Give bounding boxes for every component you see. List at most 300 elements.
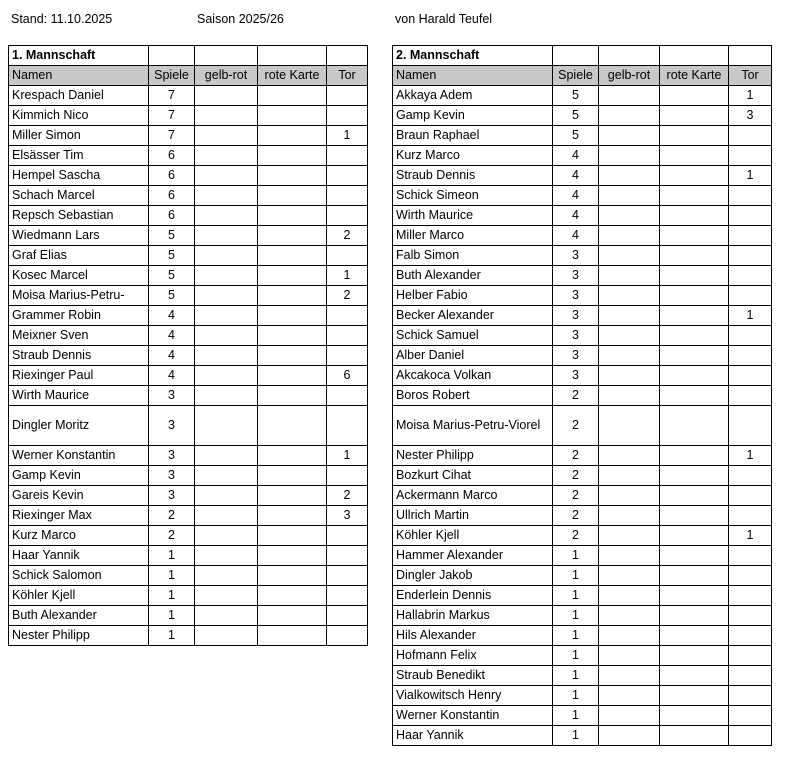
rote-karte-cell: [660, 106, 729, 126]
team2-title: 2. Mannschaft: [393, 46, 553, 66]
gelb-rot-cell: [195, 486, 258, 506]
gelb-rot-cell: [599, 406, 660, 446]
column-header-spiele: Spiele: [553, 66, 599, 86]
player-name: Werner Konstantin: [393, 706, 553, 726]
table-row: [393, 366, 772, 386]
spiele-cell: 6: [149, 146, 195, 166]
tor-cell: [729, 366, 772, 386]
player-name: Boros Robert: [393, 386, 553, 406]
rote-karte-cell: [258, 126, 327, 146]
spiele-cell: 5: [149, 246, 195, 266]
tor-cell: [327, 566, 368, 586]
rote-karte-cell: [660, 206, 729, 226]
table-row: [9, 566, 368, 586]
tor-cell: [729, 266, 772, 286]
tor-cell: [729, 646, 772, 666]
rote-karte-cell: [660, 566, 729, 586]
rote-karte-cell: [258, 586, 327, 606]
rote-karte-cell: [258, 306, 327, 326]
player-name: Kosec Marcel: [9, 266, 149, 286]
spiele-cell: 2: [553, 446, 599, 466]
tor-cell: [327, 546, 368, 566]
player-name: Miller Simon: [9, 126, 149, 146]
player-name: Moisa Marius-Petru-: [9, 286, 149, 306]
gelb-rot-cell: [195, 406, 258, 446]
rote-karte-cell: [258, 326, 327, 346]
table-row: [9, 606, 368, 626]
spiele-cell: 1: [553, 546, 599, 566]
rote-karte-cell: [258, 606, 327, 626]
team1-title-row: [9, 46, 368, 66]
spiele-cell: 3: [553, 246, 599, 266]
player-name: Bozkurt Cihat: [393, 466, 553, 486]
tor-cell: [729, 506, 772, 526]
table-row: [393, 406, 772, 446]
player-name: Alber Daniel: [393, 346, 553, 366]
tor-cell: 1: [729, 446, 772, 466]
tor-cell: [327, 346, 368, 366]
spiele-cell: 1: [149, 546, 195, 566]
spiele-cell: 1: [553, 626, 599, 646]
player-name: Schach Marcel: [9, 186, 149, 206]
rote-karte-cell: [660, 726, 729, 746]
spiele-cell: 6: [149, 206, 195, 226]
tor-cell: [327, 306, 368, 326]
tor-cell: [327, 406, 368, 446]
gelb-rot-cell: [599, 706, 660, 726]
tor-cell: 3: [729, 106, 772, 126]
gelb-rot-cell: [599, 686, 660, 706]
rote-karte-cell: [660, 286, 729, 306]
gelb-rot-cell: [195, 386, 258, 406]
player-name: Hempel Sascha: [9, 166, 149, 186]
player-name: Kurz Marco: [393, 146, 553, 166]
table-row: [9, 146, 368, 166]
column-header-tor: Tor: [729, 66, 772, 86]
spiele-cell: 3: [149, 406, 195, 446]
team2-column-header-row: [393, 66, 772, 86]
gelb-rot-cell: [599, 546, 660, 566]
rote-karte-cell: [258, 106, 327, 126]
spiele-cell: 1: [553, 686, 599, 706]
gelb-rot-cell: [599, 226, 660, 246]
tor-cell: 2: [327, 286, 368, 306]
gelb-rot-cell: [599, 186, 660, 206]
player-name: Dingler Moritz: [9, 406, 149, 446]
gelb-rot-cell: [599, 386, 660, 406]
tor-cell: [327, 586, 368, 606]
tor-cell: [327, 526, 368, 546]
gelb-rot-cell: [599, 146, 660, 166]
table-row: [9, 86, 368, 106]
table-row: [9, 226, 368, 246]
table-row: [9, 186, 368, 206]
player-name: Wirth Maurice: [9, 386, 149, 406]
tor-cell: [327, 246, 368, 266]
rote-karte-cell: [660, 526, 729, 546]
gelb-rot-cell: [195, 606, 258, 626]
table-row: [393, 126, 772, 146]
gelb-rot-cell: [195, 526, 258, 546]
gelb-rot-cell: [195, 326, 258, 346]
rote-karte-cell: [660, 266, 729, 286]
rote-karte-cell: [258, 546, 327, 566]
table-row: [393, 626, 772, 646]
gelb-rot-cell: [195, 286, 258, 306]
table-row: [9, 166, 368, 186]
spiele-cell: 3: [553, 266, 599, 286]
gelb-rot-cell: [599, 646, 660, 666]
player-name: Braun Raphael: [393, 126, 553, 146]
table-row: [393, 446, 772, 466]
spiele-cell: 3: [553, 346, 599, 366]
rote-karte-cell: [660, 306, 729, 326]
player-name: Krespach Daniel: [9, 86, 149, 106]
table-row: [9, 526, 368, 546]
table-row: [393, 166, 772, 186]
column-header-spiele: Spiele: [149, 66, 195, 86]
table-row: [9, 206, 368, 226]
spiele-cell: 2: [553, 506, 599, 526]
tor-cell: 1: [729, 306, 772, 326]
spiele-cell: 1: [553, 666, 599, 686]
tor-cell: [729, 406, 772, 446]
team1-table: [8, 45, 368, 646]
player-name: Hammer Alexander: [393, 546, 553, 566]
spiele-cell: 7: [149, 106, 195, 126]
player-name: Akkaya Adem: [393, 86, 553, 106]
gelb-rot-cell: [599, 526, 660, 546]
rote-karte-cell: [258, 226, 327, 246]
tor-cell: [729, 686, 772, 706]
spiele-cell: 2: [149, 506, 195, 526]
gelb-rot-cell: [599, 446, 660, 466]
player-name: Schick Samuel: [393, 326, 553, 346]
gelb-rot-cell: [599, 326, 660, 346]
rote-karte-cell: [660, 366, 729, 386]
spiele-cell: 1: [553, 726, 599, 746]
gelb-rot-cell: [195, 586, 258, 606]
column-header-gelb-rot: gelb-rot: [599, 66, 660, 86]
spiele-cell: 3: [149, 386, 195, 406]
tor-cell: [729, 566, 772, 586]
spiele-cell: 4: [553, 146, 599, 166]
table-row: [9, 346, 368, 366]
gelb-rot-cell: [599, 466, 660, 486]
player-name: Dingler Jakob: [393, 566, 553, 586]
spiele-cell: 2: [149, 526, 195, 546]
spiele-cell: 5: [553, 86, 599, 106]
player-name: Repsch Sebastian: [9, 206, 149, 226]
tor-cell: [729, 486, 772, 506]
table-row: [9, 406, 368, 446]
gelb-rot-cell: [599, 206, 660, 226]
tor-cell: 1: [729, 526, 772, 546]
tor-cell: [729, 186, 772, 206]
spiele-cell: 3: [553, 286, 599, 306]
column-header-rote-karte: rote Karte: [258, 66, 327, 86]
tor-cell: 1: [729, 86, 772, 106]
tor-cell: [729, 286, 772, 306]
spiele-cell: 4: [553, 186, 599, 206]
table-row: [9, 486, 368, 506]
player-name: Gamp Kevin: [393, 106, 553, 126]
table-row: [393, 306, 772, 326]
tor-cell: [729, 666, 772, 686]
gelb-rot-cell: [599, 246, 660, 266]
gelb-rot-cell: [599, 86, 660, 106]
rote-karte-cell: [258, 206, 327, 226]
table-row: [9, 326, 368, 346]
table-row: [393, 146, 772, 166]
rote-karte-cell: [660, 166, 729, 186]
gelb-rot-cell: [195, 206, 258, 226]
tor-cell: [729, 706, 772, 726]
table-row: [9, 266, 368, 286]
spiele-cell: 2: [553, 386, 599, 406]
gelb-rot-cell: [195, 166, 258, 186]
player-name: Grammer Robin: [9, 306, 149, 326]
player-name: Gareis Kevin: [9, 486, 149, 506]
spiele-cell: 3: [149, 466, 195, 486]
spiele-cell: 1: [553, 566, 599, 586]
rote-karte-cell: [660, 706, 729, 726]
tor-cell: [729, 386, 772, 406]
player-name: Moisa Marius-Petru-Viorel: [393, 406, 553, 446]
column-header-namen: Namen: [9, 66, 149, 86]
gelb-rot-cell: [195, 446, 258, 466]
gelb-rot-cell: [599, 166, 660, 186]
spiele-cell: 1: [553, 606, 599, 626]
player-name: Straub Dennis: [393, 166, 553, 186]
tor-cell: [729, 466, 772, 486]
gelb-rot-cell: [195, 106, 258, 126]
tor-cell: [729, 126, 772, 146]
spiele-cell: 1: [149, 626, 195, 646]
player-name: Werner Konstantin: [9, 446, 149, 466]
spiele-cell: 2: [553, 526, 599, 546]
tor-cell: [729, 206, 772, 226]
table-row: [9, 386, 368, 406]
spiele-cell: 6: [149, 186, 195, 206]
rote-karte-cell: [660, 586, 729, 606]
player-name: Miller Marco: [393, 226, 553, 246]
gelb-rot-cell: [599, 106, 660, 126]
rote-karte-cell: [258, 466, 327, 486]
spiele-cell: 4: [149, 366, 195, 386]
gelb-rot-cell: [599, 506, 660, 526]
table-row: [9, 446, 368, 466]
rote-karte-cell: [660, 626, 729, 646]
column-header-namen: Namen: [393, 66, 553, 86]
table-row: [393, 466, 772, 486]
table-row: [393, 666, 772, 686]
table-row: [393, 586, 772, 606]
table-row: [393, 266, 772, 286]
spiele-cell: 4: [149, 326, 195, 346]
tor-cell: [327, 386, 368, 406]
player-name: Köhler Kjell: [393, 526, 553, 546]
table-row: [9, 126, 368, 146]
table-row: [393, 346, 772, 366]
table-row: [393, 386, 772, 406]
rote-karte-cell: [660, 146, 729, 166]
tor-cell: [729, 606, 772, 626]
spiele-cell: 5: [149, 226, 195, 246]
spiele-cell: 3: [553, 306, 599, 326]
spiele-cell: 4: [553, 166, 599, 186]
table-row: [9, 106, 368, 126]
column-header-rote-karte: rote Karte: [660, 66, 729, 86]
team2-table: [392, 45, 772, 746]
stand-label: Stand: 11.10.2025: [11, 12, 113, 26]
tor-cell: [327, 606, 368, 626]
gelb-rot-cell: [599, 306, 660, 326]
rote-karte-cell: [660, 86, 729, 106]
gelb-rot-cell: [599, 286, 660, 306]
gelb-rot-cell: [599, 126, 660, 146]
table-row: [393, 226, 772, 246]
tor-cell: 2: [327, 226, 368, 246]
tor-cell: [729, 246, 772, 266]
gelb-rot-cell: [195, 346, 258, 366]
gelb-rot-cell: [599, 666, 660, 686]
gelb-rot-cell: [599, 266, 660, 286]
team1-column-header-row: [9, 66, 368, 86]
tor-cell: [327, 186, 368, 206]
gelb-rot-cell: [599, 346, 660, 366]
spiele-cell: 1: [149, 586, 195, 606]
table-row: [393, 546, 772, 566]
rote-karte-cell: [660, 186, 729, 206]
gelb-rot-cell: [195, 366, 258, 386]
spiele-cell: 5: [553, 106, 599, 126]
player-name: Wiedmann Lars: [9, 226, 149, 246]
gelb-rot-cell: [195, 466, 258, 486]
table-row: [393, 106, 772, 126]
gelb-rot-cell: [195, 566, 258, 586]
gelb-rot-cell: [195, 146, 258, 166]
gelb-rot-cell: [195, 306, 258, 326]
tor-cell: 1: [729, 166, 772, 186]
spiele-cell: 3: [149, 486, 195, 506]
table-row: [9, 546, 368, 566]
gelb-rot-cell: [195, 126, 258, 146]
rote-karte-cell: [660, 506, 729, 526]
table-row: [9, 626, 368, 646]
tor-cell: 1: [327, 126, 368, 146]
table-row: [393, 326, 772, 346]
rote-karte-cell: [660, 346, 729, 366]
spiele-cell: 1: [553, 586, 599, 606]
spiele-cell: 1: [149, 606, 195, 626]
spiele-cell: 4: [553, 206, 599, 226]
rote-karte-cell: [258, 246, 327, 266]
rote-karte-cell: [258, 166, 327, 186]
gelb-rot-cell: [195, 186, 258, 206]
table-row: [393, 246, 772, 266]
player-name: Buth Alexander: [9, 606, 149, 626]
table-row: [393, 526, 772, 546]
player-name: Hofmann Felix: [393, 646, 553, 666]
gelb-rot-cell: [195, 86, 258, 106]
player-name: Schick Simeon: [393, 186, 553, 206]
player-name: Hallabrin Markus: [393, 606, 553, 626]
tor-cell: [729, 626, 772, 646]
rote-karte-cell: [660, 546, 729, 566]
tor-cell: [327, 626, 368, 646]
rote-karte-cell: [660, 386, 729, 406]
tor-cell: [729, 326, 772, 346]
rote-karte-cell: [258, 366, 327, 386]
table-row: [393, 206, 772, 226]
rote-karte-cell: [258, 266, 327, 286]
author-label: von Harald Teufel: [395, 12, 493, 26]
gelb-rot-cell: [195, 226, 258, 246]
player-name: Kurz Marco: [9, 526, 149, 546]
rote-karte-cell: [258, 86, 327, 106]
tor-cell: [729, 726, 772, 746]
rote-karte-cell: [258, 346, 327, 366]
player-name: Enderlein Dennis: [393, 586, 553, 606]
gelb-rot-cell: [599, 726, 660, 746]
tor-cell: 1: [327, 446, 368, 466]
spiele-cell: 7: [149, 86, 195, 106]
tor-cell: [327, 86, 368, 106]
rote-karte-cell: [660, 486, 729, 506]
spiele-cell: 2: [553, 486, 599, 506]
team2-title-row: [393, 46, 772, 66]
tor-cell: 6: [327, 366, 368, 386]
player-name: Buth Alexander: [393, 266, 553, 286]
table-row: [393, 506, 772, 526]
tor-cell: [729, 226, 772, 246]
spiele-cell: 1: [553, 706, 599, 726]
rote-karte-cell: [660, 466, 729, 486]
tor-cell: 2: [327, 486, 368, 506]
gelb-rot-cell: [195, 506, 258, 526]
rote-karte-cell: [660, 446, 729, 466]
rote-karte-cell: [660, 666, 729, 686]
player-name: Haar Yannik: [9, 546, 149, 566]
rote-karte-cell: [258, 626, 327, 646]
tor-cell: [327, 326, 368, 346]
spiele-cell: 2: [553, 406, 599, 446]
player-name: Riexinger Max: [9, 506, 149, 526]
tor-cell: [729, 546, 772, 566]
player-name: Kimmich Nico: [9, 106, 149, 126]
table-row: [393, 706, 772, 726]
table-row: [393, 606, 772, 626]
player-name: Helber Fabio: [393, 286, 553, 306]
spiele-cell: 4: [149, 306, 195, 326]
table-row: [393, 726, 772, 746]
table-row: [393, 186, 772, 206]
gelb-rot-cell: [599, 626, 660, 646]
gelb-rot-cell: [599, 486, 660, 506]
saison-label: Saison 2025/26: [197, 12, 284, 26]
table-row: [9, 506, 368, 526]
rote-karte-cell: [660, 406, 729, 446]
player-name: Ackermann Marco: [393, 486, 553, 506]
spiele-cell: 5: [553, 126, 599, 146]
player-name: Graf Elias: [9, 246, 149, 266]
tor-cell: [327, 466, 368, 486]
table-row: [9, 306, 368, 326]
table-row: [393, 686, 772, 706]
gelb-rot-cell: [195, 546, 258, 566]
player-name: Falb Simon: [393, 246, 553, 266]
